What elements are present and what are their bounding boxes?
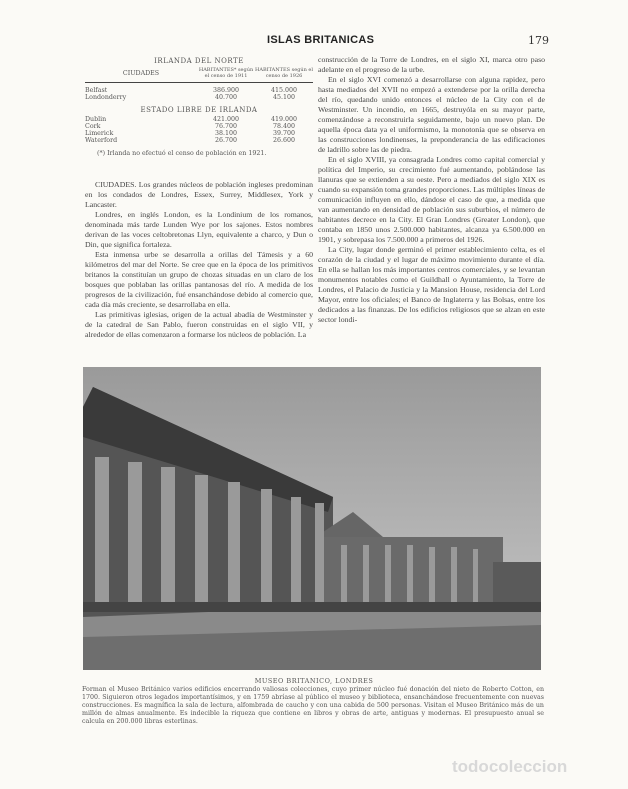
table-cell: 26.600 (272, 137, 296, 145)
left-column-text (85, 180, 313, 340)
table-row (85, 87, 313, 94)
paragraph: Esta inmensa urbe se desarrolla a orillas del Támesis y a 60 kilómetros del mar del Norte. Se cree que en la época de los primitivos britanos la constituían un grupo de chozas situadas en un claro de los bosques que poblaban las orillas pantanosas del río. A medida de los progresos de la civilización, fué ensanchándose debido al comercio que, cada día más creciente, se desarrollaba en ella. (85, 250, 313, 309)
table-cell: Limerick (85, 130, 114, 138)
table-cell: 45.100 (272, 94, 296, 102)
british-museum-photo (83, 367, 541, 670)
watermark-logo: todocoleccion (452, 757, 568, 776)
table-cell: Cork (85, 122, 101, 130)
paragraph: En el siglo XVI comenzó a desarrollarse con alguna rapidez, pero hasta mediados del XVII no empezó a extenderse por la orilla derecha del río, quedando unido entonces el núcleo de la City con el de Westminster. Un incendio, en 1665, destruyóla en su mayor parte, comenzándose a reconstruirla seguidamente, bajo un nuevo plan. De aquella época data ya el uniformismo, la monotonía que se observa en las construcciones londinenses, la preponderancia de las edificaciones de ladrillo sobre las de piedra. (318, 75, 545, 154)
photo-caption-title: MUSEO BRITANICO, LONDRES (254, 677, 374, 685)
table-cell: 40.700 (214, 94, 238, 102)
paragraph: CIUDADES. Los grandes núcleos de población ingleses predominan en los condados de Londres, Essex, Surrey, Middlesex, York y Lancaster. (85, 180, 313, 209)
photo-caption: Forman el Museo Británico varios edificios encerrando valiosas colecciones, cuyo primer núcleo fué donación del nieto de Roberto Cotton, en 1700. Siguieron otros legados importantísimos, y en 1759 abríase al público el museo y biblioteca, ensanchándose frecuentemente con nuevas construcciones. Es magnífica la sala de lectura, alfombrada de caucho y con una cabida de 500 personas. Visitan el Museo Británico más de un millón de almas anualmente. Es indecible la riqueza que contiene en libros y obras de arte, antiguas y modernas. El presupuesto anual se calcula en 200.000 libras esterlinas. (82, 686, 544, 725)
table-cell: 26.700 (214, 137, 238, 145)
table-cell: 78.400 (272, 122, 296, 130)
paragraph: construcción de la Torre de Londres, en el siglo XI, marca otro paso adelante en el progreso de la urbe. (318, 55, 545, 74)
table-footnote: (*) Irlanda no efectuó el censo de población en 1921. (97, 149, 267, 157)
paragraph: Londres, en inglés London, es la Londinium de los romanos, denominada más tarde Lunden Wye por los sajones. Estos nombres derivan de las voces celtobretonas Llyn, equivalente a charco, y Dun o Din, que significa fortaleza. (85, 210, 313, 249)
running-header: ISLAS BRITANICAS (267, 34, 375, 46)
table-row (85, 94, 313, 101)
right-column-text (318, 55, 545, 325)
table-cell: Dublin (85, 115, 107, 123)
table-cell: Belfast (85, 87, 108, 94)
paragraph: Las primitivas iglesias, origen de la actual abadía de Westminster y de la catedral de San Pablo, fueron construidas en el siglo VII, y alrededor de ellas comenzaron a formarse los núcleos de población. La (85, 310, 313, 339)
population-table (85, 55, 313, 157)
paragraph: La City, lugar donde germinó el primer establecimiento celta, es el corazón de la ciudad y el lugar de máximo movimiento durante el día. En ella se hallan los más importantes centros comerciales, y se levantan monumentos notables como el Guildhall o Ayuntamiento, la Torre de Londres, el Palacio de Justicia y la Mansion House, residencia del Lord Mayor, entre los oficiales; el Banco de Inglaterra y las Bolsas, entre los dedicados a las finanzas. De los edificios religiosos que se alzan en este sector londi- (318, 245, 545, 324)
table-header (85, 67, 313, 83)
column-header: HABITANTES* según el censo de 1911 (198, 67, 254, 79)
table-cell: 39.700 (272, 130, 296, 138)
column-header: CIUDADES (122, 69, 160, 77)
table-cell: 419.000 (270, 115, 298, 123)
table-row (85, 116, 313, 123)
table-cell: 386.900 (212, 87, 240, 94)
table-row (85, 130, 313, 137)
paragraph: En el siglo XVIII, ya consagrada Londres como capital comercial y política del Imperio, su crecimiento fué aumentando, poblándose las llanuras que se extienden a su oeste. Pero a mediados del siglo XIX es cuando su expansión toma grandes proporciones. Las múltiples líneas de comunicación influyen en ello, dándose el caso de que, a medida que van aumentando en densidad de población sus suburbios, el número de habitantes decrece en la City. El Gran Londres (Greater London), que contaba en 1850 unos 2.500.000 habitantes, alcanza ya 6.500.000 en 1901, y sobrepasa los 7.500.000 a primeros del 1926. (318, 155, 545, 244)
table-cell: Londonderry (85, 94, 127, 102)
table-row (85, 123, 313, 130)
table-section-title: IRLANDA DEL NORTE (154, 57, 244, 65)
table-row (85, 137, 313, 144)
table-cell: 38.100 (214, 130, 238, 138)
page-number: 179 (528, 34, 549, 47)
table-section-title: ESTADO LIBRE DE IRLANDA (140, 105, 258, 114)
table-cell: 421.000 (212, 115, 240, 123)
table-cell: 76.700 (214, 122, 238, 130)
table-cell: 415.000 (270, 87, 298, 94)
column-header: HABITANTES según el censo de 1926 (255, 67, 313, 79)
table-cell: Waterford (85, 137, 118, 145)
